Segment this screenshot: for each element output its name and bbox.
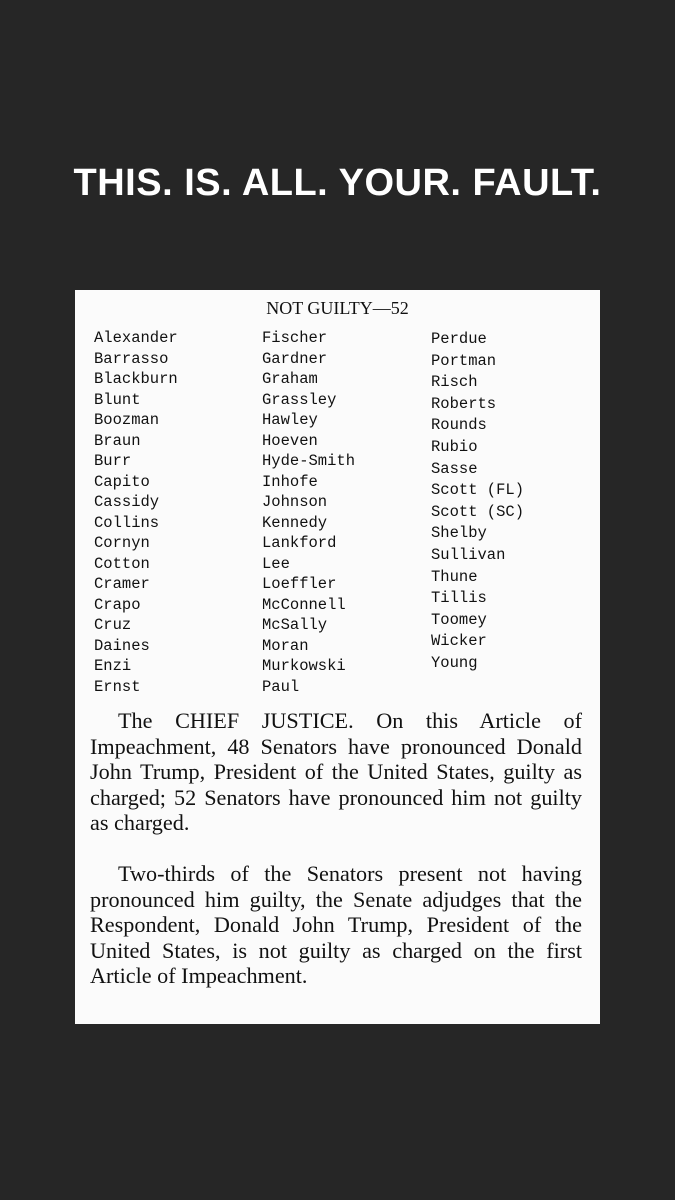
vote-header: NOT GUILTY—52 (266, 298, 409, 318)
senator-name: Crapo (94, 595, 141, 614)
senator-name: Thune (431, 567, 478, 586)
senator-name: Murkowski (262, 657, 346, 675)
senator-name: Enzi (94, 657, 132, 675)
senator-name: Tillis (431, 589, 487, 608)
senator-name: Hoeven (262, 431, 318, 450)
senator-column-2 (262, 328, 355, 697)
senator-name: Cotton (94, 554, 150, 573)
senator-name: Blunt (94, 390, 141, 409)
senator-name: McSally (262, 616, 328, 634)
senator-name: Cramer (94, 575, 150, 593)
senator-name: Boozman (94, 411, 160, 429)
senator-name: Daines (94, 636, 150, 655)
senator-name: Hyde-Smith (262, 452, 356, 470)
verdict-paragraph-2: Two-thirds of the Senators present not having pronounced him guilty, the Senate adjudges that the Respondent, Donald John Trump, President of the United States, is not guilty as charged on the first Article of Impeachment. (90, 861, 582, 989)
senator-name: Risch (431, 373, 478, 392)
senator-name: Shelby (431, 524, 487, 543)
senator-name: McConnell (262, 595, 346, 614)
senator-name: Lee (262, 554, 290, 573)
senator-name: Perdue (431, 330, 487, 348)
headline: THIS. IS. ALL. YOUR. FAULT. (73, 162, 602, 204)
verdict-paragraph-1: The CHIEF JUSTICE. On this Article of Impeachment, 48 Senators have pronounced Donald John Trump, President of the United States, guilty as charged; 52 Senators have pronounced him not guilty as charged. (90, 708, 582, 836)
senator-name: Rubio (431, 437, 478, 456)
senator-name: Paul (262, 677, 300, 696)
senator-name: Rounds (431, 416, 487, 435)
senator-name: Scott (FL) (431, 481, 525, 500)
senator-name: Cruz (94, 616, 132, 634)
senator-name: Cassidy (94, 493, 160, 511)
senator-name: Grassley (262, 390, 337, 409)
senator-name: Lankford (262, 534, 337, 552)
senator-name: Ernst (94, 677, 141, 696)
senator-name: Inhofe (262, 472, 318, 491)
senator-name: Gardner (262, 349, 328, 368)
senator-name: Roberts (431, 394, 497, 413)
senator-name: Fischer (262, 329, 328, 347)
senator-name: Loeffler (262, 575, 337, 593)
senator-name: Scott (SC) (431, 502, 525, 521)
senator-name: Young (431, 653, 478, 672)
senator-name: Cornyn (94, 534, 150, 552)
senator-name: Alexander (94, 329, 178, 347)
senator-name: Moran (262, 636, 309, 655)
senator-name: Collins (94, 513, 160, 532)
senator-name: Burr (94, 452, 132, 470)
senator-name: Kennedy (262, 513, 328, 532)
senator-name: Sullivan (431, 545, 506, 564)
senator-name: Capito (94, 472, 150, 491)
senator-name: Toomey (431, 610, 487, 629)
senator-name: Braun (94, 431, 141, 450)
senator-name: Barrasso (94, 349, 169, 368)
senator-name: Wicker (431, 632, 487, 651)
senator-name: Graham (262, 370, 318, 388)
senator-name: Portman (431, 351, 497, 370)
senator-column-1 (94, 328, 178, 697)
senator-name: Hawley (262, 411, 318, 429)
senator-column-3 (431, 329, 524, 675)
senator-name: Sasse (431, 459, 478, 478)
senator-name: Johnson (262, 493, 328, 511)
senator-name: Blackburn (94, 370, 178, 388)
newspaper-clipping (75, 290, 600, 1024)
